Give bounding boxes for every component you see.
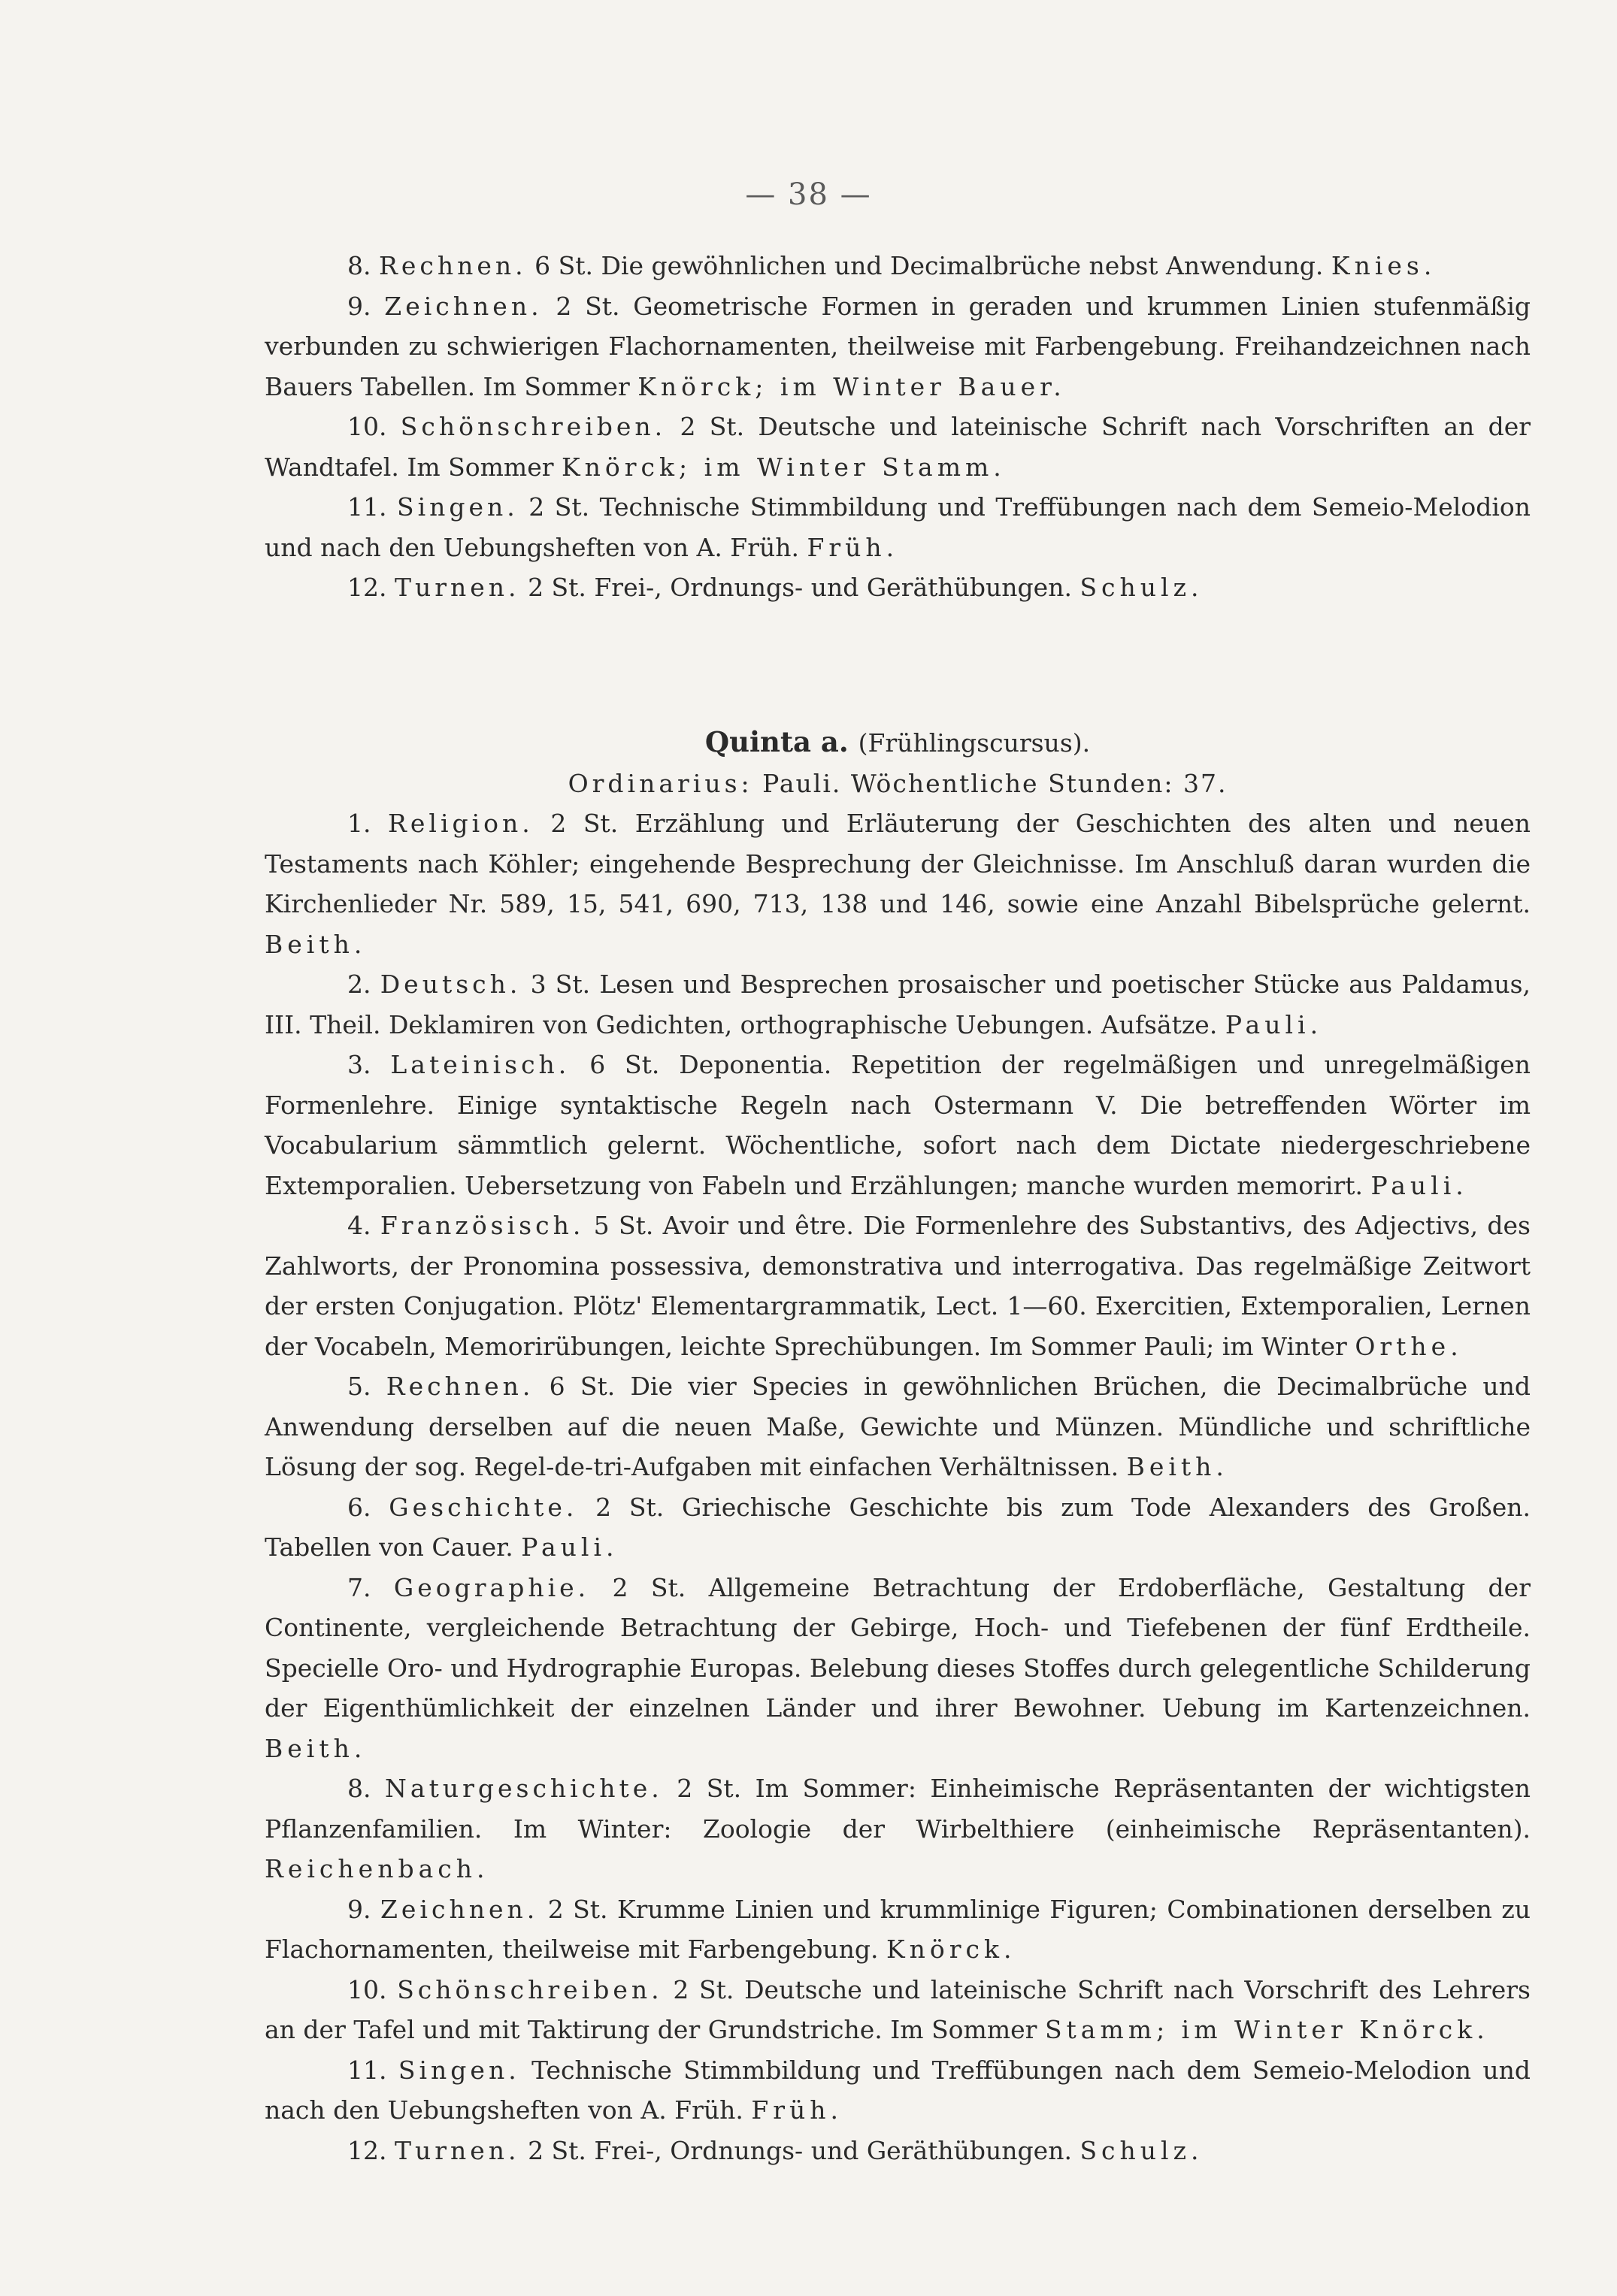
subject-entry xyxy=(265,246,1531,286)
entry-number: 11. xyxy=(347,492,387,522)
teacher-name: Orthe. xyxy=(1355,1331,1463,1361)
teacher-name: Früh. xyxy=(807,532,899,562)
entry-number: 11. xyxy=(347,2055,387,2085)
entry-text: Technische Stimmbildung und Treffübungen nach dem Semeio-Melodion und nach den Uebungsheften von A. Früh. xyxy=(265,2055,1531,2125)
subject-name: Französisch. xyxy=(380,1211,585,1240)
subject-entry xyxy=(265,1205,1531,1366)
subject-name: Naturgeschichte. xyxy=(385,1774,663,1803)
entry-text: 6 St. Die gewöhnlichen und Decimalbrüche nebst Anwendung. xyxy=(534,251,1324,280)
teacher-name: Knörck; im Winter Stamm. xyxy=(562,452,1006,482)
subject-entry xyxy=(265,1889,1531,1970)
entry-text: 2 St. Erzählung und Erläuterung der Geschichten des alten und neuen Testaments nach Köhler; eingehende Besprechung der Gleichnisse. Im Anschluß daran wurden die Kirchenlieder Nr. 589, 15, 541, 690, 713, 138 und 146, sowie eine Anzahl Bibelsprüche gelernt. xyxy=(265,809,1531,918)
entry-text: 2 St. Krumme Linien und krummlinige Figuren; Combinationen derselben zu Flachornamenten, theilweise mit Farbengebung. xyxy=(265,1894,1531,1964)
entry-text: 2 St. Frei-, Ordnungs- und Geräthübungen. xyxy=(528,573,1072,602)
entry-text: 2 St. Allgemeine Betrachtung der Erdoberfläche, Gestaltung der Continente, vergleichende Betrachtung der Gebirge, Hoch- und Tiefebenen der fünf Erdtheile. Specielle Oro- und Hydrographie Europas. Belebung dieses Stoffes durch gelegentliche Schilderung der Eigenthümlichkeit der einzelnen Länder und ihrer Bewohner. Uebung im Kartenzeichnen. xyxy=(265,1572,1531,1723)
entry-number: 2. xyxy=(347,970,371,999)
subject-entry xyxy=(265,407,1531,487)
entry-number: 4. xyxy=(347,1211,371,1240)
teacher-name: Pauli. xyxy=(1370,1170,1468,1200)
section-subtitle: (Frühlingscursus). xyxy=(858,728,1091,758)
subject-entry xyxy=(265,1366,1531,1487)
entry-number: 1. xyxy=(347,809,371,838)
entry-text: 2 St. Deutsche und lateinische Schrift nach Vorschrift des Lehrers an der Tafel und mit Taktirung der Grundstriche. Im Sommer xyxy=(265,1974,1531,2044)
teacher-name: Früh. xyxy=(751,2095,843,2125)
subject-name: Singen. xyxy=(396,492,519,522)
ordinarius-line xyxy=(265,764,1531,804)
teacher-name: Schulz. xyxy=(1080,573,1204,602)
entry-number: 6. xyxy=(347,1492,371,1522)
entry-number: 9. xyxy=(347,1894,371,1924)
entry-text: 5 St. Avoir und être. Die Formenlehre des Substantivs, des Adjectivs, des Zahlworts, der Pronomina possessiva, demonstrativa und interrogativa. Das regelmäßige Zeitwort der ersten Conjugation. Plötz' Elementargrammatik, Lect. 1—60. Exercitien, Extemporalien, Lernen der Vocabeln, Memorirübungen, leichte Sprechübungen. Im Sommer Pauli; im Winter xyxy=(265,1211,1531,1361)
subject-entry xyxy=(265,1045,1531,1205)
sexta-continuation xyxy=(265,246,1531,608)
entry-text: 3 St. Lesen und Besprechen prosaischer und poetischer Stücke aus Paldamus, III. Theil. Deklamiren von Gedichten, orthographische Uebungen. Aufsätze. xyxy=(265,970,1531,1039)
teacher-name: Pauli. xyxy=(521,1532,619,1562)
entry-number: 10. xyxy=(347,412,387,441)
subject-name: Rechnen. xyxy=(386,1372,534,1401)
entry-number: 12. xyxy=(347,573,387,602)
entry-number: 10. xyxy=(347,1974,387,2004)
teacher-name: Stamm; im Winter Knörck. xyxy=(1044,2015,1489,2044)
ordinarius-text: Pauli. Wöchentliche Stunden: 37. xyxy=(762,768,1228,798)
subject-entry xyxy=(265,1568,1531,1769)
subject-entry xyxy=(265,1487,1531,1568)
teacher-name: Knörck; im Winter Bauer. xyxy=(637,371,1066,401)
subject-entry xyxy=(265,803,1531,964)
subject-name: Geschichte. xyxy=(389,1492,578,1522)
section-heading xyxy=(265,722,1531,764)
teacher-name: Reichenbach. xyxy=(265,1854,489,1883)
subject-entry xyxy=(265,1970,1531,2050)
teacher-name: Beith. xyxy=(1126,1452,1228,1481)
subject-name: Schönschreiben. xyxy=(397,1974,663,2004)
subject-entry xyxy=(265,964,1531,1045)
entry-text: 2 St. Im Sommer: Einheimische Repräsentanten der wichtigsten Pflanzenfamilien. Im Winter: Zoologie der Wirbelthiere (einheimische Repräsentanten). xyxy=(265,1774,1531,1844)
entry-number: 7. xyxy=(347,1572,371,1602)
teacher-name: Knies. xyxy=(1331,251,1437,280)
subject-name: Schönschreiben. xyxy=(400,412,667,441)
entry-text: 2 St. Technische Stimmbildung und Treffübungen nach dem Semeio-Melodion und nach den Uebungsheften von A. Früh. xyxy=(265,492,1531,562)
subject-name: Turnen. xyxy=(394,2135,520,2165)
subject-entry xyxy=(265,1768,1531,1889)
entry-text: 6 St. Deponentia. Repetition der regelmäßigen und unregelmäßigen Formenlehre. Einige syntaktische Regeln nach Ostermann V. Die betreffenden Wörter im Vocabularium sämmtlich gelernt. Wöchentliche, sofort nach dem Dictate niedergeschriebene Extemporalien. Uebersetzung von Fabeln und Erzählungen; manche wurden memorirt. xyxy=(265,1050,1531,1200)
entry-number: 12. xyxy=(347,2135,387,2165)
subject-name: Geographie. xyxy=(393,1572,590,1602)
subject-entry xyxy=(265,487,1531,567)
section-title: Quinta a. xyxy=(704,725,849,758)
entry-number: 5. xyxy=(347,1372,371,1401)
entry-text: 2 St. Geometrische Formen in geraden und krummen Linien stufenmäßig verbunden zu schwierigen Flachornamenten, theilweise mit Farbengebung. Freihandzeichnen nach Bauers Tabellen. Im Sommer xyxy=(265,291,1531,401)
teacher-name: Beith. xyxy=(265,929,367,959)
subject-entry xyxy=(265,2050,1531,2131)
entry-text: 2 St. Griechische Geschichte bis zum Tode Alexanders des Großen. Tabellen von Cauer. xyxy=(265,1492,1531,1562)
teacher-name: Knörck. xyxy=(886,1935,1016,1964)
entry-text: 2 St. Frei-, Ordnungs- und Geräthübungen. xyxy=(528,2135,1072,2165)
page-number: — 38 — xyxy=(745,177,872,212)
entry-number: 3. xyxy=(347,1050,371,1079)
subject-name: Religion. xyxy=(388,809,534,838)
teacher-name: Schulz. xyxy=(1080,2135,1204,2165)
subject-name: Singen. xyxy=(398,2055,520,2085)
ordinarius-label: Ordinarius: xyxy=(568,768,753,798)
entry-text: 6 St. Die vier Species in gewöhnlichen Brüchen, die Decimalbrüche und Anwendung derselben auf die neuen Maße, Gewichte und Münzen. Mündliche und schriftliche Lösung der sog. Regel-de-tri-Aufgaben mit einfachen Verhältnissen. xyxy=(265,1372,1531,1481)
subject-name: Turnen. xyxy=(394,573,520,602)
entry-number: 8. xyxy=(347,1774,371,1803)
entry-number: 8. xyxy=(347,251,371,280)
entry-text: 2 St. Deutsche und lateinische Schrift nach Vorschriften an der Wandtafel. Im Sommer xyxy=(265,412,1531,482)
quinta-section xyxy=(265,722,1531,2170)
entry-number: 9. xyxy=(347,291,371,321)
subject-entry xyxy=(265,286,1531,407)
teacher-name: Beith. xyxy=(265,1733,367,1763)
subject-name: Deutsch. xyxy=(380,970,522,999)
teacher-name: Pauli. xyxy=(1225,1009,1323,1039)
subject-name: Rechnen. xyxy=(379,251,527,280)
subject-name: Zeichnen. xyxy=(380,1894,539,1924)
subject-entry xyxy=(265,567,1531,608)
subject-entry xyxy=(265,2131,1531,2171)
subject-name: Zeichnen. xyxy=(384,291,543,321)
subject-name: Lateinisch. xyxy=(390,1050,571,1079)
